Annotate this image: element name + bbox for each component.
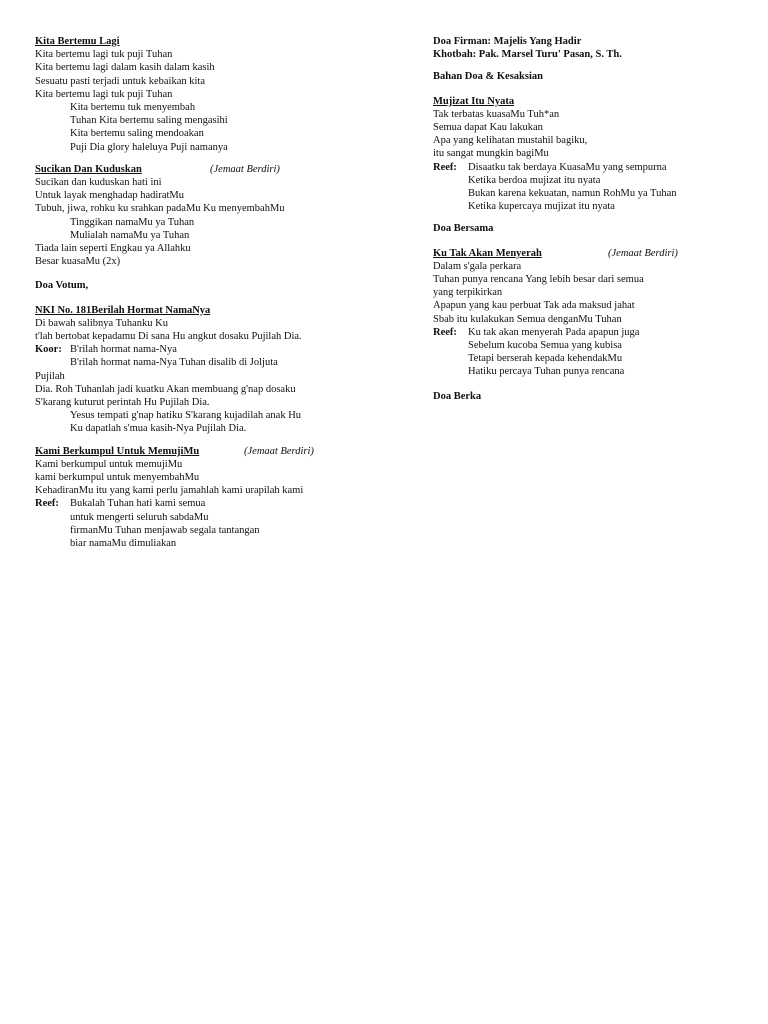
lyric-line-indented: B'rilah hormat nama-Nya Tuhan disalib di Joljuta [70,357,278,369]
song-kita-bertemu-lagi [35,35,395,154]
doa-bersama-heading: Doa Bersama [433,223,494,235]
song-title: Kita Bertemu Lagi [35,36,120,47]
lyric-line-indented: Tinggikan namaMu ya Tuhan [70,216,195,228]
lyric-line: Kita bertemu lagi tuk puji Tuhan [35,88,173,100]
lyric-line: Kita bertemu lagi tuk puji Tuhan [35,49,173,61]
lyric-line-indented: Kita bertemu saling mendoakan [70,128,204,140]
song-title: Kami Berkumpul Untuk MemujiMu [35,445,200,457]
lyric-line: Besar kuasaMu (2x) [35,256,121,268]
song-kami-berkumpul [35,445,395,551]
lyric-line-indented: Ketika berdoa mujizat itu nyata [468,174,601,186]
lyric-line: Apapun yang kau perbuat Tak ada maksud jahat [433,300,635,312]
lyric-line: Dia. Roh Tuhanlah jadi kuatku Akan membuang g'nap dosaku [35,383,296,395]
lyric-line: Sbab itu kulakukan Semua denganMu Tuhan [433,313,622,325]
song-ku-tak-akan-menyerah [433,247,753,379]
lyric-line-indented: biar namaMu dimuliakan [70,538,177,550]
song-nki-181 [35,304,395,436]
lyric-line: itu sangat mungkin bagiMu [433,148,549,160]
khotbah-heading: Khotbah: Pak. Marsel Turu' Pasan, S. Th. [433,49,622,61]
doa-votum-heading: Doa Votum, [35,280,89,292]
song-mujizat-itu-nyata [433,95,753,214]
lyric-line: Dalam s'gala perkara [433,260,522,272]
song-sucikan-dan-kuduskan [35,163,395,269]
lyric-line-indented: Tuhan Kita bertemu saling mengasihi [70,115,228,127]
lyric-line-indented: Mulialah namaMu ya Tuhan [70,229,190,241]
lyric-line: Di bawah salibnya Tuhanku Ku [35,317,168,329]
lyric-line: Tubuh, jiwa, rohku ku srahkan padaMu Ku menyembahMu [35,203,285,215]
lyric-line-indented: Hatiku percaya Tuhan punya rencana [468,366,625,378]
lyric-line-indented: Bukan karena kekuatan, namun RohMu ya Tuhan [468,188,677,200]
lyric-line: Tiada lain seperti Engkau ya Allahku [35,243,191,255]
lyric-line: Tuhan punya rencana Yang lebih besar dari semua [433,274,644,286]
lyric-line-indented: Ku dapatlah s'mua kasih-Nya Pujilah Dia. [70,423,247,435]
song-title: NKI No. 181Berilah Hormat NamaNya [35,304,211,316]
lyric-line: Disaatku tak berdaya KuasaMu yang sempurna [468,161,667,173]
lyric-line: B'rilah hormat nama-Nya [70,344,177,356]
lyric-line: Sesuatu pasti terjadi untuk kebaikan kita [35,75,205,87]
lyric-line: Ku tak akan menyerah Pada apapun juga [468,326,640,338]
song-title: Ku Tak Akan Menyerah [433,247,542,259]
lyric-line: Bukalah Tuhan hati kami semua [70,498,206,510]
lyric-line: KehadiranMu itu yang kami perlu jamahlah kami urapilah kami [35,485,304,497]
koor-label: Koor: [35,344,62,356]
lyric-line-indented: Yesus tempati g'nap hatiku S'karang kujadilah anak Hu [70,410,302,422]
song-title: Mujizat Itu Nyata [433,95,515,107]
song-note: (Jemaat Berdiri) [608,247,678,259]
reef-label: Reef: [433,326,457,338]
bahan-doa-heading: Bahan Doa & Kesaksian [433,71,543,83]
doa-firman-heading: Doa Firman: Majelis Yang Hadir [433,36,582,47]
lyric-line-indented: Ketika kupercaya mujizat itu nyata [468,201,615,213]
lyric-line: Tak terbatas kuasaMu Tuh*an [433,108,560,120]
right-column [433,35,753,403]
lyric-line: Kita bertemu lagi dalam kasih dalam kasih [35,62,215,74]
doa-berkat-heading: Doa Berka [433,390,482,402]
lyric-line-indented: Tetapi berserah kepada kehendakMu [468,353,623,365]
lyric-line: S'karang kuturut perintah Hu Pujilah Dia. [35,397,210,409]
left-column [35,35,395,550]
lyric-line-indented: untuk mengerti seluruh sabdaMu [70,511,209,523]
song-note: (Jemaat Berdiri) [210,163,280,175]
lyric-line: kami berkumpul untuk menyembahMu [35,472,200,484]
reef-label: Reef: [433,161,457,173]
lyric-line-indented: firmanMu Tuhan menjawab segala tantangan [70,524,260,536]
lyric-line: yang terpikirkan [433,287,503,299]
lyric-line-indented: Puji Dia glory haleluya Puji namanya [70,141,228,153]
lyric-line: Sucikan dan kuduskan hati ini [35,177,162,189]
lyric-line: Pujilah [35,370,65,382]
lyric-line: Semua dapat Kau lakukan [433,122,543,134]
reef-label: Reef: [35,498,59,510]
lyric-line: t'lah bertobat kepadamu Di sana Hu angkut dosaku Pujilah Dia. [35,331,302,343]
lyric-line-indented: Sebelum kucoba Semua yang kubisa [468,340,622,352]
lyric-line: Apa yang kelihatan mustahil bagiku, [433,135,588,147]
lyric-line-indented: Kita bertemu tuk menyembah [70,102,196,114]
song-note: (Jemaat Berdiri) [244,445,314,457]
song-title: Sucikan Dan Kuduskan [35,163,142,175]
lyric-line: Untuk layak menghadap hadiratMu [35,190,184,202]
lyric-line: Kami berkumpul untuk memujiMu [35,458,183,470]
